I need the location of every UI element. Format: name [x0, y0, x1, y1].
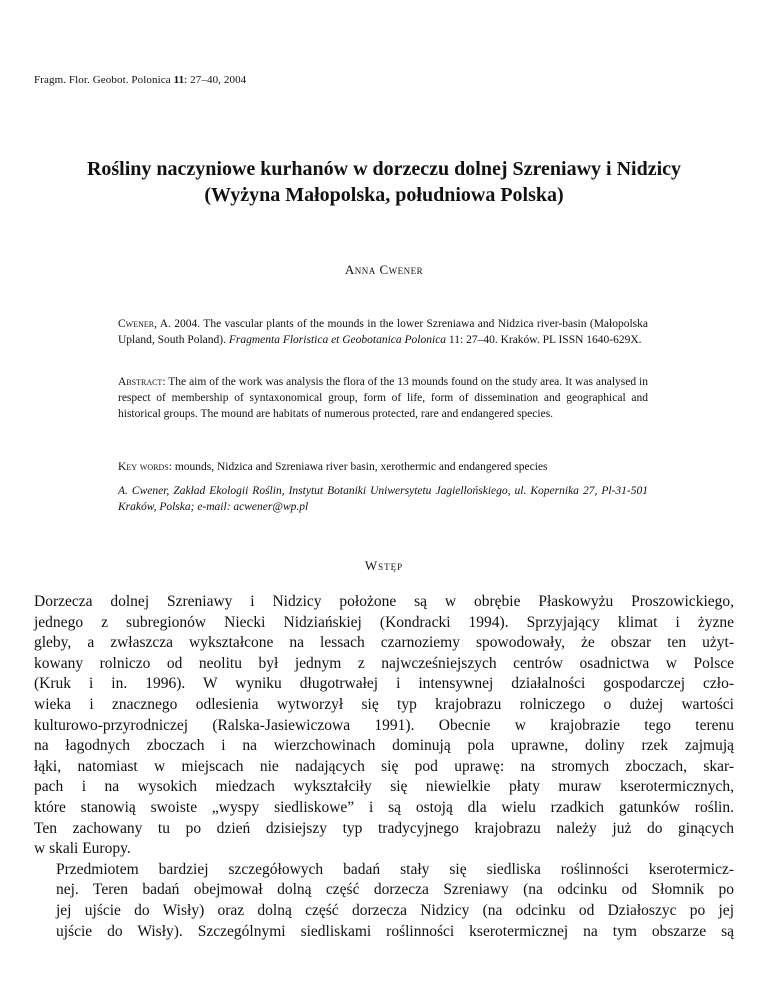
section-heading: Wstęp [364, 558, 404, 573]
text-line: pach i na wysokich miedzach wykształciły się niewielkie płaty muraw kserotermicznych, [34, 778, 734, 796]
journal-volume: 11 [173, 74, 185, 86]
bibliographic-citation [118, 316, 648, 348]
title-line-2: (Wyżyna Małopolska, południowa Polska) [204, 184, 564, 206]
article-title [0, 156, 768, 208]
abstract [118, 374, 648, 422]
text-line: Ten zachowany tu po dzień dzisiejszy typ tradycyjnego krajobrazu należy już do ginących [34, 819, 734, 837]
paragraph-1 [34, 592, 734, 860]
text-line: w skali Europy. [34, 840, 131, 858]
keywords [118, 459, 648, 475]
keywords-text: : mounds, Nidzica and Szreniawa river basin, xerothermic and endangered species [168, 461, 548, 473]
text-line: Przedmiotem bardziej szczegółowych badań stały się siedliska roślinności kserotermicz- [56, 860, 734, 878]
text-line: łąki, natomiast w miejscach nie nadających się pod uprawę: na stromych zboczach, skar- [34, 757, 734, 775]
text-line: kowany rolniczo od neolitu był jednym z najwcześniejszych centrów osadnictwa w Polsce [34, 654, 734, 672]
text-line: wieka i znacznego odlesienia wytworzył się typ krajobrazu rolniczego o dużej wartości [34, 695, 734, 713]
abstract-text: : The aim of the work was analysis the flora of the 13 mounds found on the study area. It was analysed in respect of membership of syntaxonomical group, form of life, form of dissemination and geographical and historical groups. The mound are habitats of numerous protected, rare and endangered species. [118, 376, 648, 420]
text-line: Dorzecza dolnej Szreniawy i Nidzicy położone są w obrębie Płaskowyżu Proszowickiego, [34, 593, 734, 610]
journal-citation [34, 74, 246, 86]
text-line: jednego z subregionów Niecki Nidziańskiej (Kondracki 1994). Sprzyjający klimat i żyzne [34, 613, 734, 631]
citation-text-2: 11: 27–40. Kraków. PL ISSN 1640-629X. [446, 334, 642, 346]
text-line: jej ujście do Wisły) oraz dolną część dorzecza Nidzicy (na odcinku od Działoszyc po jej [56, 901, 734, 919]
citation-text-1: , A. 2004. The vascular plants of the mounds in the lower Szreniawa and Nidzica river-basin (Małopolska Upland, South Poland). [118, 318, 648, 346]
text-line: gleby, a zwłaszcza wykształcone na lessach czarnoziemy spowodowały, że obszar ten użyt- [34, 634, 734, 652]
keywords-label: Key words [118, 461, 169, 473]
text-line: nej. Teren badań obejmował dolną część dorzecza Szreniawy (na odcinku od Słomnik po [56, 881, 734, 899]
journal-suffix: : 27–40, 2004 [184, 74, 247, 86]
text-line: które stanowią swoiste „wyspy siedliskowe” i są ostoją dla wielu rzadkich gatunków roślin. [34, 798, 734, 816]
author-address: A. Cwener, Zakład Ekologii Roślin, Instytut Botaniki Uniwersytetu Jagiellońskiego, ul. Kopernika 27, Pl-31-501 Kraków, Polska; e-mail: acwener@wp.pl [118, 485, 648, 513]
citation-author: Cwener [118, 318, 155, 330]
paragraph-2 [34, 860, 734, 942]
text-line: kulturowo-przyrodniczej (Ralska-Jasiewiczowa 1991). Obecnie w krajobrazie tego terenu [34, 716, 734, 734]
citation-journal: Fragmenta Floristica et Geobotanica Polonica [228, 334, 447, 346]
abstract-label: Abstract [118, 376, 163, 388]
text-line: ujście do Wisły). Szczególnymi siedliskami roślinności kserotermicznej na tym obszarze są [56, 922, 734, 940]
journal-prefix: Fragm. Flor. Geobot. Polonica [34, 74, 174, 86]
title-line-1: Rośliny naczyniowe kurhanów w dorzeczu dolnej Szreniawy i Nidzicy [86, 158, 682, 180]
author-name: Anna Cwener [344, 262, 424, 277]
text-line: (Kruk i in. 1996). W wyniku długotrwałej i intensywnej działalności gospodarczej czło- [34, 675, 734, 693]
text-line: na łagodnych zboczach i na wierzchowinach dominują pola uprawne, doliny rzek zajmują [34, 737, 734, 755]
body-text [34, 592, 734, 942]
